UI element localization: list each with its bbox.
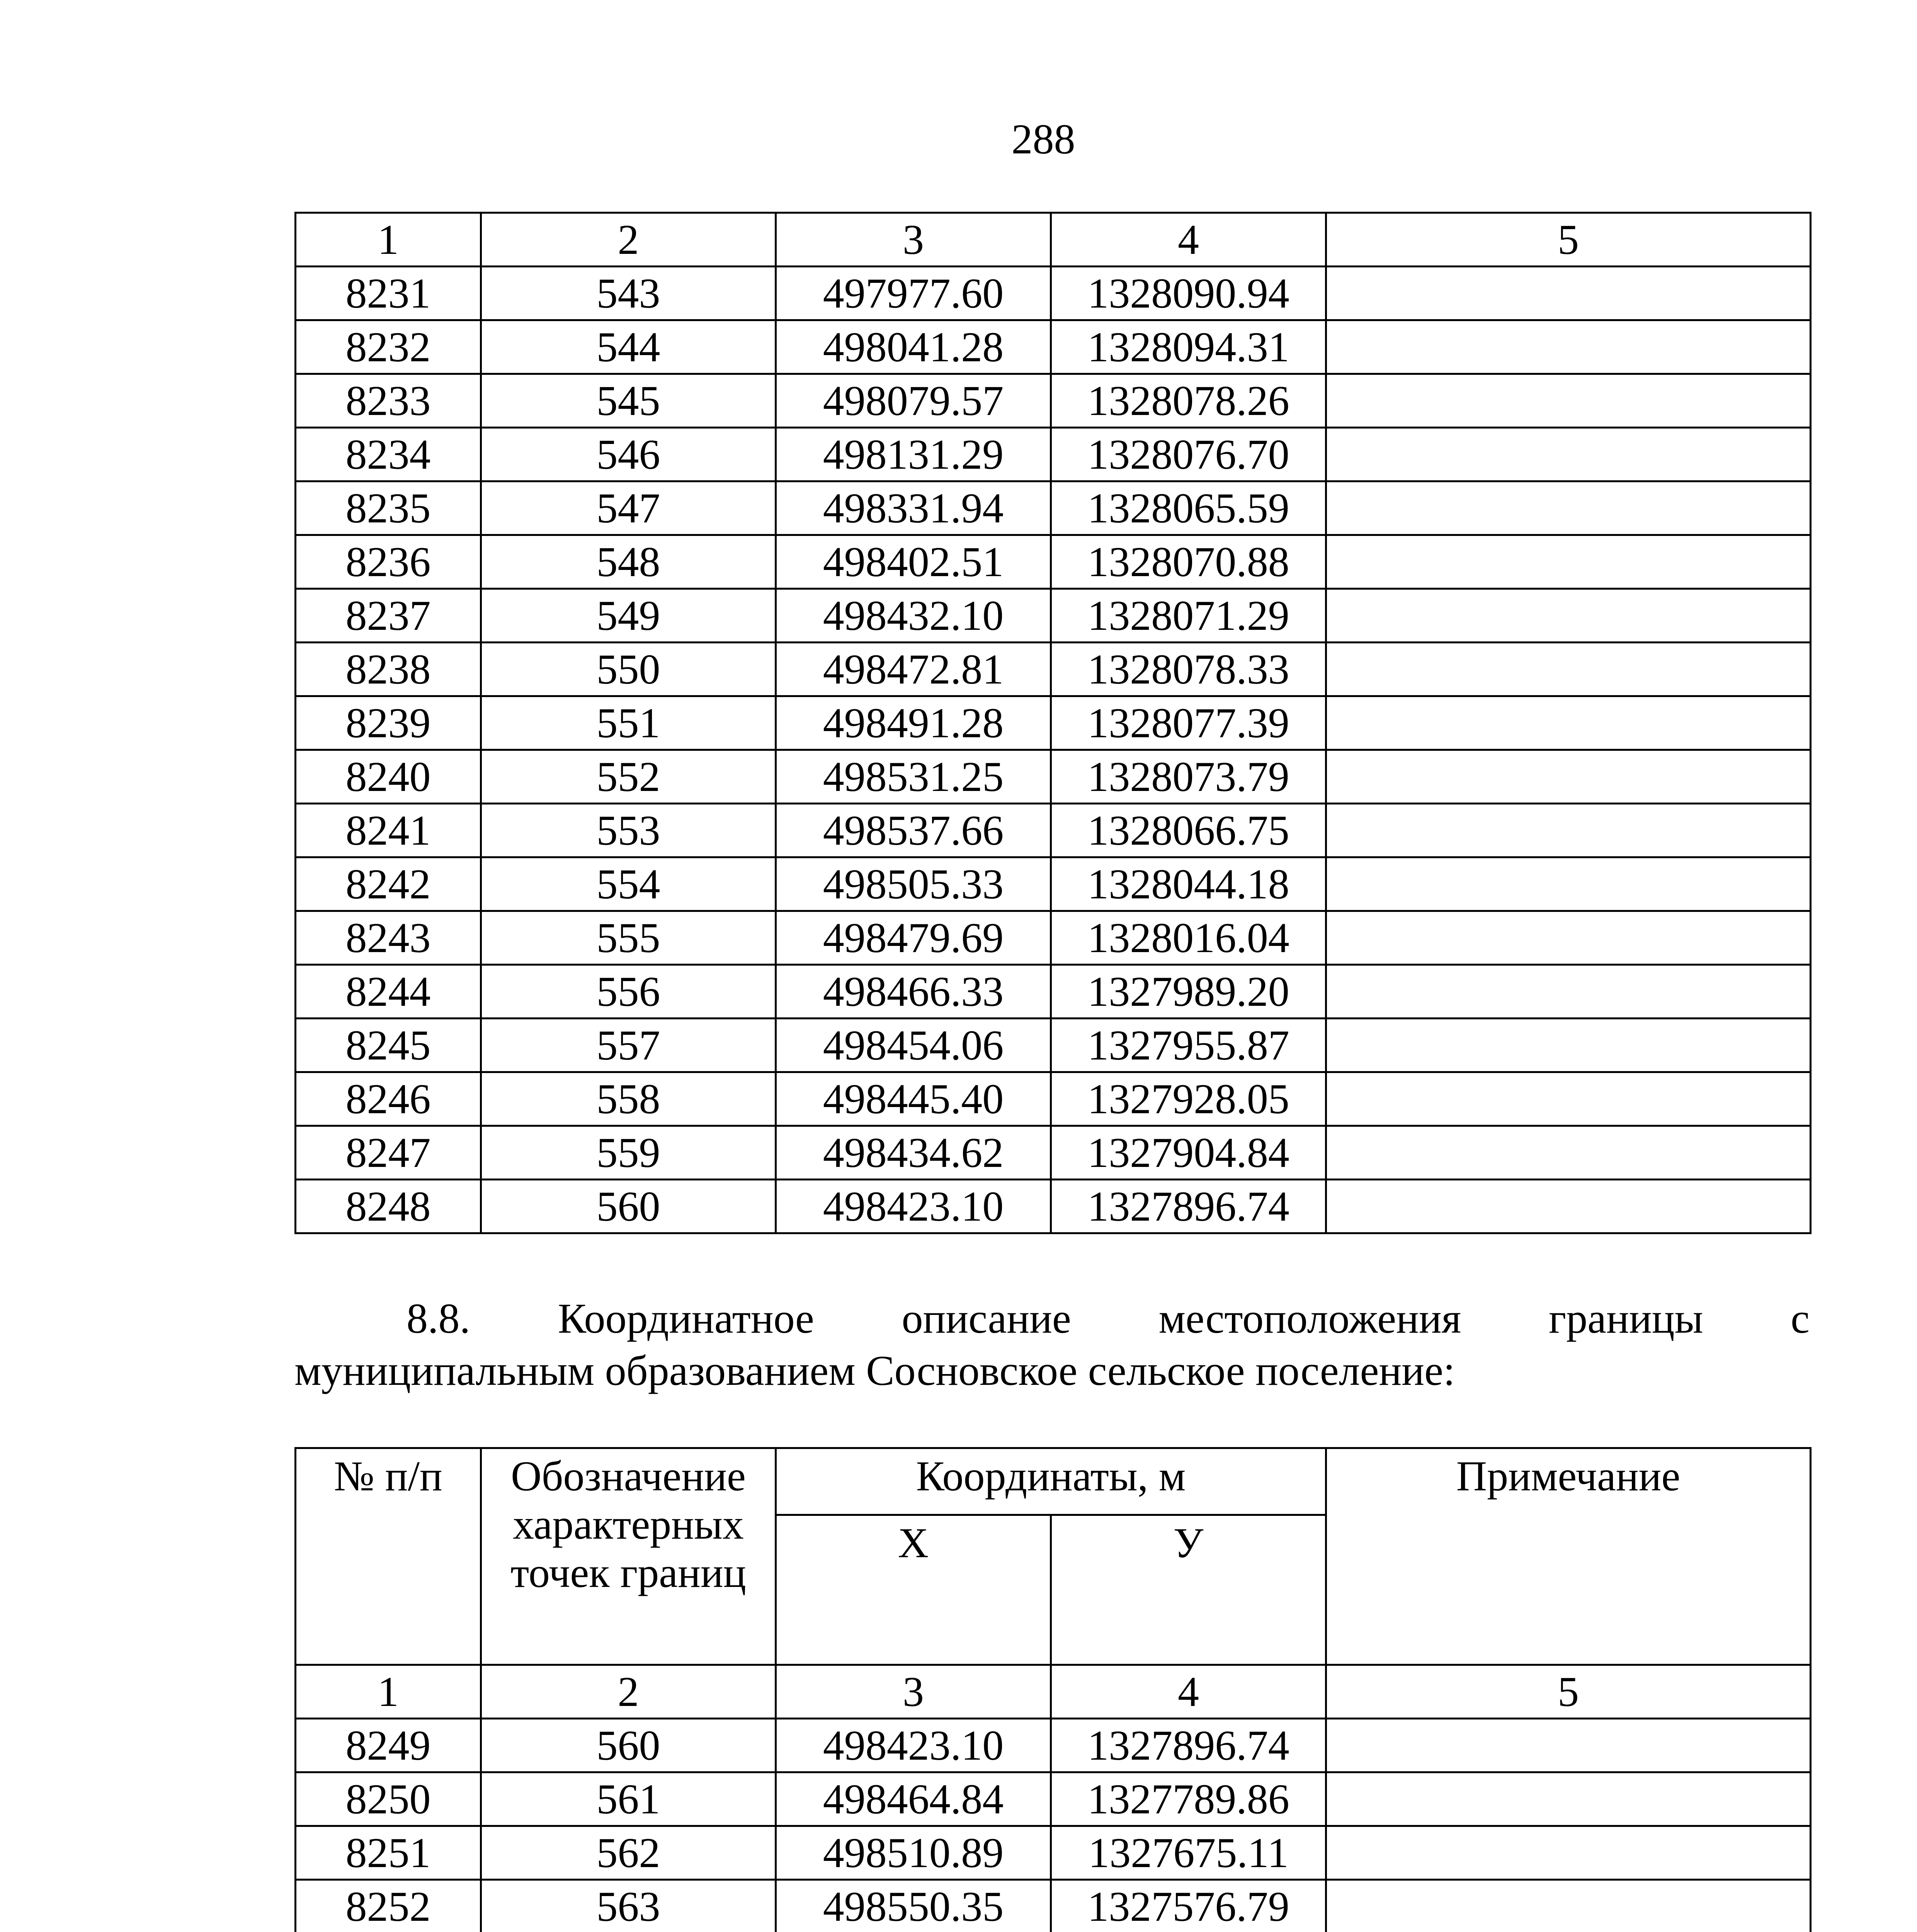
coordinates-table-sosnovskoe	[294, 1447, 1812, 1932]
section-8-8-line2: муниципальным образованием Сосновское сельское поселение:	[294, 1347, 1455, 1394]
table-cell: 8244	[296, 965, 481, 1019]
section-8-8-line1	[294, 1293, 1810, 1345]
table-cell: 8238	[296, 643, 481, 696]
table-cell: 8240	[296, 750, 481, 804]
table-row	[296, 1826, 1811, 1880]
table-cell	[1326, 535, 1811, 589]
table-cell: 8231	[296, 267, 481, 320]
table-row	[296, 374, 1811, 428]
table-cell: 560	[481, 1719, 776, 1772]
section-number: 8.8.	[407, 1295, 470, 1342]
table-cell: 8252	[296, 1880, 481, 1932]
table-cell: 498423.10	[776, 1719, 1051, 1772]
table-cell: 558	[481, 1072, 776, 1126]
column-number-cell: 1	[296, 1665, 481, 1719]
table-cell: 1328044.18	[1051, 857, 1326, 911]
table-cell: 8251	[296, 1826, 481, 1880]
table-row	[296, 1772, 1811, 1826]
table-cell: 550	[481, 643, 776, 696]
table-cell: 549	[481, 589, 776, 643]
table-cell: 553	[481, 804, 776, 857]
table-cell: 8243	[296, 911, 481, 965]
table-cell: 8245	[296, 1019, 481, 1072]
table-cell: 498432.10	[776, 589, 1051, 643]
table-cell: 554	[481, 857, 776, 911]
table-cell: 1327896.74	[1051, 1719, 1326, 1772]
table-cell: 498491.28	[776, 696, 1051, 750]
table-cell: 552	[481, 750, 776, 804]
table-cell: 1328076.70	[1051, 428, 1326, 481]
table-row	[296, 1072, 1811, 1126]
table-cell: 498131.29	[776, 428, 1051, 481]
header-line: характерных	[513, 1501, 744, 1548]
header-line: точек границ	[510, 1549, 746, 1596]
page-number: 288	[1011, 116, 1075, 163]
table-cell: 1328070.88	[1051, 535, 1326, 589]
table-row	[296, 1719, 1811, 1772]
table-cell: 498445.40	[776, 1072, 1051, 1126]
table-cell	[1326, 643, 1811, 696]
table-cell	[1326, 589, 1811, 643]
table-cell	[1326, 320, 1811, 374]
coordinates-table-continued	[294, 212, 1812, 1234]
table-cell: 546	[481, 428, 776, 481]
table-cell: 1327989.20	[1051, 965, 1326, 1019]
header-line: Обозначение	[511, 1452, 746, 1500]
table-cell	[1326, 1072, 1811, 1126]
table-cell	[1326, 374, 1811, 428]
column-number-cell: 2	[481, 1665, 776, 1719]
heading-word: с	[1791, 1295, 1810, 1342]
table-cell: 8246	[296, 1072, 481, 1126]
table-row	[296, 696, 1811, 750]
column-number-cell: 2	[481, 213, 776, 267]
table-cell	[1326, 804, 1811, 857]
table-row	[296, 643, 1811, 696]
table-cell: 498079.57	[776, 374, 1051, 428]
table-cell: 556	[481, 965, 776, 1019]
table-cell	[1326, 965, 1811, 1019]
table-cell: 8250	[296, 1772, 481, 1826]
table-cell	[1326, 750, 1811, 804]
table-cell: 498454.06	[776, 1019, 1051, 1072]
header-number: № п/п	[296, 1448, 481, 1665]
table-cell	[1326, 1826, 1811, 1880]
table-cell: 557	[481, 1019, 776, 1072]
table-cell: 8236	[296, 535, 481, 589]
table-cell: 1328078.33	[1051, 643, 1326, 696]
column-number-row	[296, 1665, 1811, 1719]
table-cell: 8239	[296, 696, 481, 750]
table-cell: 543	[481, 267, 776, 320]
table-cell: 1328071.29	[1051, 589, 1326, 643]
heading-word: описание	[902, 1295, 1071, 1342]
column-number-cell: 3	[776, 213, 1051, 267]
table-cell: 1327896.74	[1051, 1180, 1326, 1233]
table-cell: 498423.10	[776, 1180, 1051, 1233]
heading-word: местоположения	[1158, 1295, 1461, 1342]
table-cell: 555	[481, 911, 776, 965]
table-row	[296, 535, 1811, 589]
table-cell: 559	[481, 1126, 776, 1180]
table-cell: 1328016.04	[1051, 911, 1326, 965]
table-cell: 498472.81	[776, 643, 1051, 696]
table-row	[296, 911, 1811, 965]
table-cell: 1327576.79	[1051, 1880, 1326, 1932]
table-cell: 498466.33	[776, 965, 1051, 1019]
table-row	[296, 750, 1811, 804]
table-cell	[1326, 696, 1811, 750]
table-cell: 563	[481, 1880, 776, 1932]
table-cell: 1327675.11	[1051, 1826, 1326, 1880]
table-cell	[1326, 267, 1811, 320]
table-cell: 8249	[296, 1719, 481, 1772]
table-cell: 498531.25	[776, 750, 1051, 804]
column-number-cell: 3	[776, 1665, 1051, 1719]
table-cell: 498464.84	[776, 1772, 1051, 1826]
table-cell: 1328078.26	[1051, 374, 1326, 428]
table-cell: 1328090.94	[1051, 267, 1326, 320]
table-cell: 8248	[296, 1180, 481, 1233]
table-cell: 562	[481, 1826, 776, 1880]
table-cell: 497977.60	[776, 267, 1051, 320]
table-cell: 1327904.84	[1051, 1126, 1326, 1180]
table-row	[296, 481, 1811, 535]
column-number-cell: 1	[296, 213, 481, 267]
table-cell: 1328077.39	[1051, 696, 1326, 750]
table-cell	[1326, 1019, 1811, 1072]
table-row	[296, 1880, 1811, 1932]
table-cell: 1328073.79	[1051, 750, 1326, 804]
table-row	[296, 804, 1811, 857]
table-row	[296, 320, 1811, 374]
table-cell: 8247	[296, 1126, 481, 1180]
table-cell: 548	[481, 535, 776, 589]
table-cell: 8234	[296, 428, 481, 481]
table-cell: 8233	[296, 374, 481, 428]
table-cell: 545	[481, 374, 776, 428]
table-cell: 498402.51	[776, 535, 1051, 589]
table-cell: 544	[481, 320, 776, 374]
table-cell: 498331.94	[776, 481, 1051, 535]
table-row	[296, 965, 1811, 1019]
header-y: У	[1051, 1515, 1326, 1665]
table-cell	[1326, 1719, 1811, 1772]
column-number-cell: 4	[1051, 213, 1326, 267]
table-cell: 1327789.86	[1051, 1772, 1326, 1826]
table-cell	[1326, 1772, 1811, 1826]
table-cell: 8232	[296, 320, 481, 374]
table-row	[296, 1126, 1811, 1180]
table-cell: 1327955.87	[1051, 1019, 1326, 1072]
header-point-designation	[481, 1448, 776, 1665]
table-cell	[1326, 1126, 1811, 1180]
table-cell	[1326, 1180, 1811, 1233]
column-number-cell: 5	[1326, 1665, 1811, 1719]
heading-word: границы	[1549, 1295, 1703, 1342]
table-cell: 8235	[296, 481, 481, 535]
table-cell: 8237	[296, 589, 481, 643]
table-row	[296, 1180, 1811, 1233]
heading-word: Координатное	[558, 1295, 814, 1342]
table-cell: 498434.62	[776, 1126, 1051, 1180]
column-number-row	[296, 213, 1811, 267]
column-number-cell: 4	[1051, 1665, 1326, 1719]
header-coordinates: Координаты, м	[776, 1448, 1326, 1515]
table-row	[296, 857, 1811, 911]
table-cell: 498537.66	[776, 804, 1051, 857]
table-cell: 498041.28	[776, 320, 1051, 374]
header-x: Х	[776, 1515, 1051, 1665]
table-cell: 8242	[296, 857, 481, 911]
table-cell	[1326, 481, 1811, 535]
column-number-cell: 5	[1326, 213, 1811, 267]
table-cell	[1326, 1880, 1811, 1932]
table-cell	[1326, 911, 1811, 965]
table-cell	[1326, 428, 1811, 481]
table-cell: 498505.33	[776, 857, 1051, 911]
table-cell: 547	[481, 481, 776, 535]
table-cell	[1326, 857, 1811, 911]
table-row	[296, 267, 1811, 320]
table-cell: 498550.35	[776, 1880, 1051, 1932]
table-cell: 561	[481, 1772, 776, 1826]
table-cell: 8241	[296, 804, 481, 857]
table-row	[296, 1019, 1811, 1072]
table-cell: 551	[481, 696, 776, 750]
table-cell: 498510.89	[776, 1826, 1051, 1880]
table-cell: 560	[481, 1180, 776, 1233]
table-cell: 1328065.59	[1051, 481, 1326, 535]
table-row	[296, 589, 1811, 643]
table-row	[296, 428, 1811, 481]
table-cell: 1328066.75	[1051, 804, 1326, 857]
header-note: Примечание	[1326, 1448, 1811, 1665]
table-cell: 1328094.31	[1051, 320, 1326, 374]
table-cell: 1327928.05	[1051, 1072, 1326, 1126]
table-cell: 498479.69	[776, 911, 1051, 965]
section-8-8-heading	[294, 1293, 1810, 1397]
